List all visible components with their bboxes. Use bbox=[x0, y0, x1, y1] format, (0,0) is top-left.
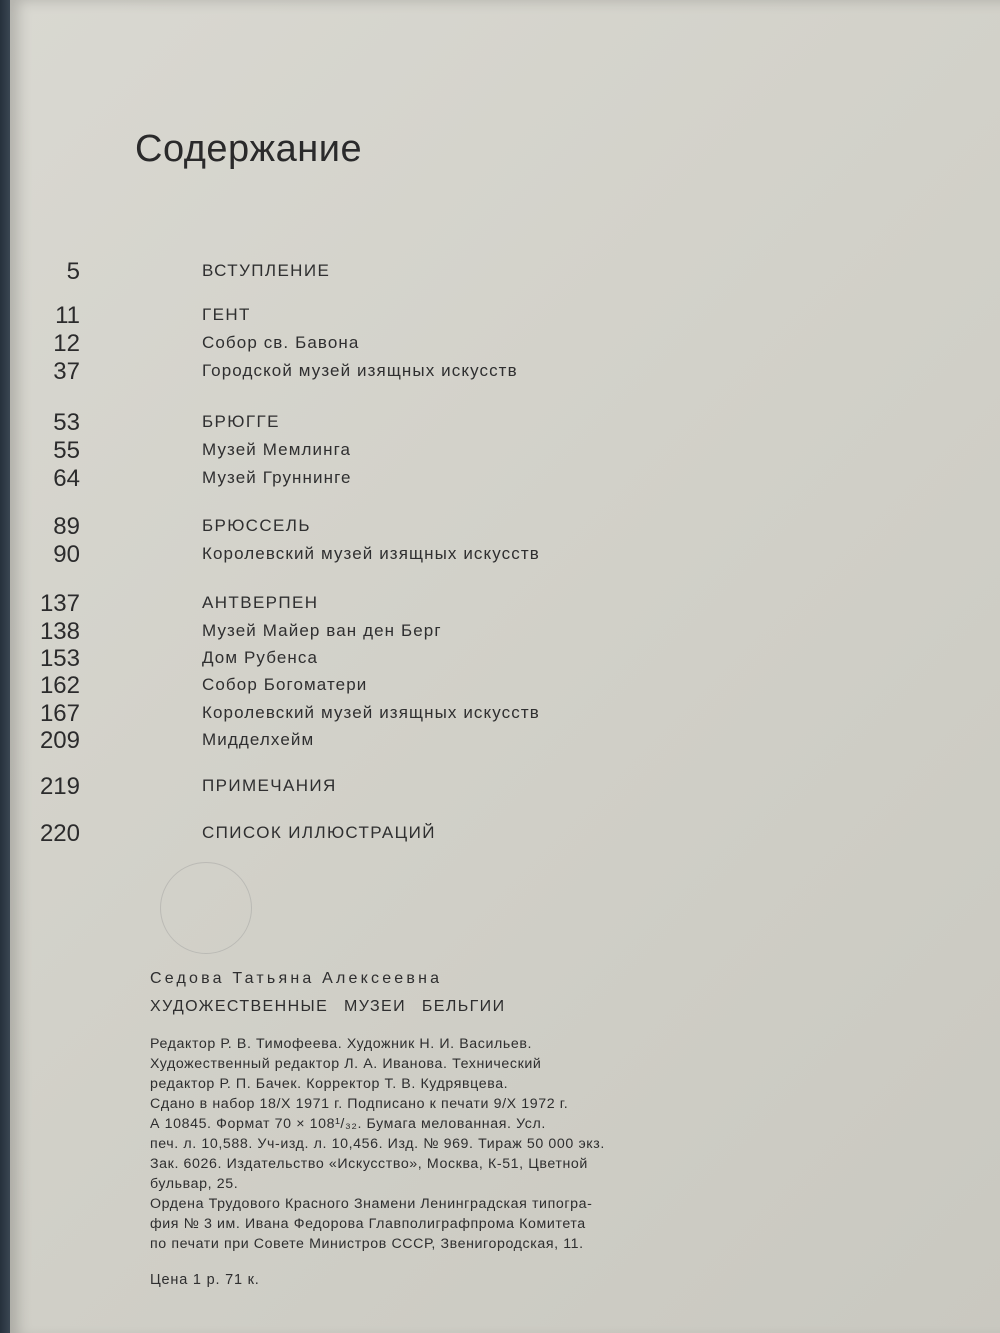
toc-page-number: 37 bbox=[53, 358, 80, 385]
toc-entry-label: СПИСОК ИЛЛЮСТРАЦИЙ bbox=[202, 823, 436, 842]
toc-page-number: 137 bbox=[39, 590, 80, 617]
toc-entry bbox=[10, 358, 910, 388]
imprint-line: по печати при Совете Министров СССР, Звенигородская, 11. bbox=[150, 1236, 584, 1252]
toc-page-number: 220 bbox=[39, 820, 80, 847]
toc-entry-label: Музей Майер ван ден Берг bbox=[202, 621, 442, 640]
toc-entry-label: Королевский музей изящных искусств bbox=[202, 544, 540, 563]
toc-entry bbox=[10, 465, 910, 495]
author-name: Седова Татьяна Алексеевна bbox=[150, 970, 443, 987]
imprint-details bbox=[150, 1034, 810, 1254]
imprint-line: Ордена Трудового Красного Знамени Ленинградская типогра- bbox=[150, 1196, 593, 1212]
toc-entry-label: Королевский музей изящных искусств bbox=[202, 703, 540, 722]
toc-entry-label: ПРИМЕЧАНИЯ bbox=[202, 776, 337, 795]
toc-page-number: 53 bbox=[53, 409, 80, 436]
toc-entry-label: Музей Груннинге bbox=[202, 468, 352, 487]
toc-entry bbox=[10, 618, 910, 648]
toc-entry-label: БРЮССЕЛЬ bbox=[202, 516, 311, 535]
imprint-line: Редактор Р. В. Тимофеева. Художник Н. И. Васильев. bbox=[150, 1036, 533, 1052]
toc-entry bbox=[10, 302, 910, 332]
toc-entry-label: АНТВЕРПЕН bbox=[202, 593, 319, 612]
toc-page-number: 153 bbox=[39, 645, 80, 672]
toc-page-number: 219 bbox=[39, 773, 80, 800]
book-page bbox=[10, 0, 1000, 1333]
toc-page-number: 5 bbox=[66, 258, 80, 285]
toc-entry-label: БРЮГГЕ bbox=[202, 412, 280, 431]
toc-entry bbox=[10, 258, 910, 288]
toc-page-number: 167 bbox=[39, 700, 80, 727]
toc-entry-label: Дом Рубенса bbox=[202, 648, 319, 667]
toc-entry-label: Собор св. Бавона bbox=[202, 333, 360, 352]
toc-entry bbox=[10, 590, 910, 620]
price: Цена 1 р. 71 к. bbox=[150, 1272, 260, 1288]
imprint-line: Зак. 6026. Издательство «Искусство», Москва, К-51, Цветной bbox=[150, 1156, 588, 1172]
toc-entry-label: Собор Богоматери bbox=[202, 675, 368, 694]
page-title: Содержание bbox=[135, 128, 363, 170]
imprint-line: А 10845. Формат 70 × 108¹/₃₂. Бумага мелованная. Усл. bbox=[150, 1116, 546, 1132]
toc-page-number: 12 bbox=[53, 330, 80, 357]
toc-page-number: 55 bbox=[53, 437, 80, 464]
toc-entry bbox=[10, 409, 910, 439]
toc-page-number: 138 bbox=[39, 618, 80, 645]
toc-page-number: 11 bbox=[55, 302, 80, 329]
toc-entry-label: Музей Мемлинга bbox=[202, 440, 352, 459]
toc-page-number: 64 bbox=[53, 465, 80, 492]
table-of-contents bbox=[10, 0, 1000, 900]
imprint-line: фия № 3 им. Ивана Федорова Главполиграфпрома Комитета bbox=[150, 1216, 586, 1232]
toc-page-number: 209 bbox=[39, 727, 80, 754]
toc-entry-label: Мидделхейм bbox=[202, 730, 315, 749]
book-title: ХУДОЖЕСТВЕННЫЕ МУЗЕИ БЕЛЬГИИ bbox=[150, 998, 506, 1015]
toc-entry bbox=[10, 727, 910, 757]
toc-entry-label: ВСТУПЛЕНИЕ bbox=[202, 261, 331, 280]
imprint-line: печ. л. 10,588. Уч-изд. л. 10,456. Изд. № 969. Тираж 50 000 экз. bbox=[150, 1136, 605, 1152]
toc-entry bbox=[10, 820, 910, 850]
toc-entry bbox=[10, 541, 910, 571]
colophon bbox=[150, 970, 810, 1288]
toc-entry bbox=[10, 645, 910, 675]
toc-entry bbox=[10, 700, 910, 730]
toc-entry bbox=[10, 773, 910, 803]
book-spine-edge bbox=[0, 0, 10, 1333]
imprint-line: Художественный редактор Л. А. Иванова. Технический bbox=[150, 1056, 542, 1072]
imprint-line: редактор Р. П. Бачек. Корректор Т. В. Кудрявцева. bbox=[150, 1076, 509, 1092]
imprint-line: бульвар, 25. bbox=[150, 1176, 239, 1192]
toc-page-number: 162 bbox=[39, 672, 80, 699]
toc-entry-label: Городской музей изящных искусств bbox=[202, 361, 518, 380]
toc-page-number: 89 bbox=[53, 513, 80, 540]
toc-entry bbox=[10, 330, 910, 360]
imprint-line: Сдано в набор 18/X 1971 г. Подписано к печати 9/X 1972 г. bbox=[150, 1096, 569, 1112]
faint-stamp-mark bbox=[160, 862, 252, 954]
toc-entry-label: ГЕНТ bbox=[202, 305, 251, 324]
toc-entry bbox=[10, 513, 910, 543]
toc-entry bbox=[10, 672, 910, 702]
toc-page-number: 90 bbox=[53, 541, 80, 568]
toc-entry bbox=[10, 437, 910, 467]
